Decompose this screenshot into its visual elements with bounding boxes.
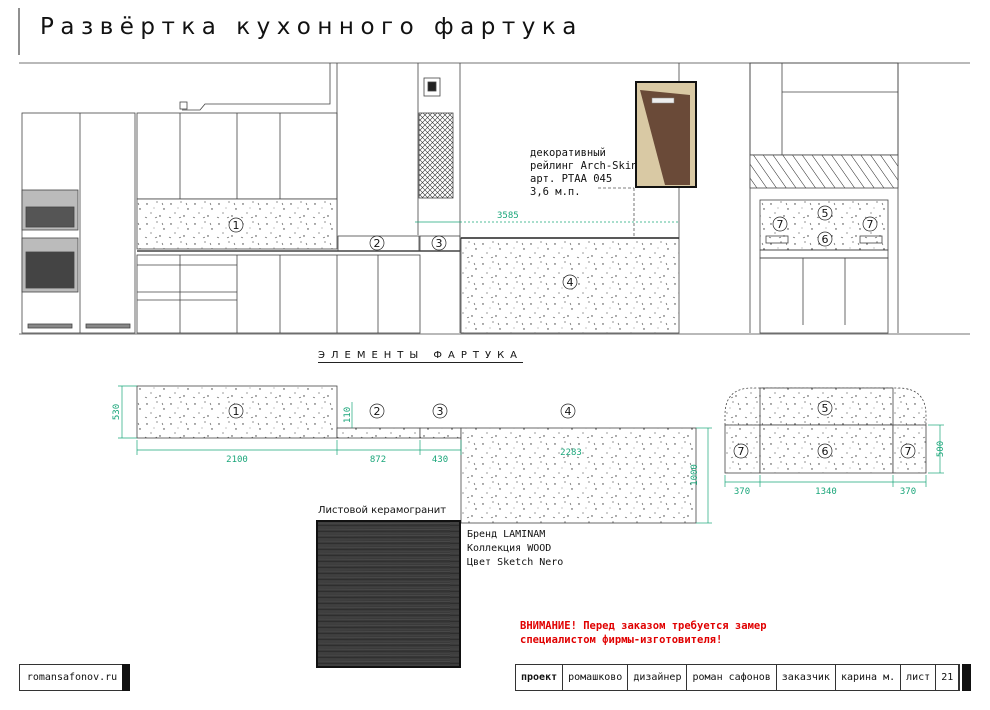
designer-label: дизайнер bbox=[628, 665, 687, 690]
label-3: 3 bbox=[436, 405, 444, 418]
lower-cabinets bbox=[137, 63, 460, 333]
designer-value: роман сафонов bbox=[687, 665, 776, 690]
ceramic-swatch bbox=[317, 521, 460, 667]
page-title: Развёртка кухонного фартука bbox=[40, 14, 583, 40]
dim-2283: 2283 bbox=[560, 448, 582, 458]
dimension-3585 bbox=[415, 211, 679, 222]
label-4: 4 bbox=[564, 405, 572, 418]
title-block bbox=[515, 664, 960, 691]
rail-photo bbox=[636, 82, 696, 187]
dim-2100: 2100 bbox=[226, 455, 248, 465]
dim-1000: 1000 bbox=[690, 464, 700, 486]
project-value: ромашково bbox=[563, 665, 628, 690]
dim-370-right: 370 bbox=[899, 487, 917, 497]
label-2: 2 bbox=[373, 405, 381, 418]
rail-note: декоративный рейлинг Arch-Skin арт. PTAA 045 3,6 м.п. bbox=[530, 147, 638, 198]
dim-500: 500 bbox=[936, 440, 946, 458]
dim-110: 110 bbox=[343, 406, 353, 424]
dim-elevation-width: 3585 bbox=[497, 211, 519, 221]
dim-872: 872 bbox=[369, 455, 387, 465]
label-6: 6 bbox=[821, 445, 829, 458]
dim-530: 530 bbox=[112, 403, 122, 421]
label-1-elev: 1 bbox=[232, 219, 240, 232]
section-title: ЭЛЕМЕНТЫ ФАРТУКА bbox=[318, 350, 524, 361]
label-7b-elev: 7 bbox=[866, 218, 874, 231]
material-details: Бренд LAMINAM Коллекция WOOD Цвет Sketch Nero bbox=[467, 529, 564, 568]
apron-elements bbox=[137, 386, 926, 523]
client-label: заказчик bbox=[777, 665, 836, 690]
label-7-left: 7 bbox=[737, 445, 745, 458]
hood bbox=[419, 78, 453, 198]
label-7a-elev: 7 bbox=[776, 218, 784, 231]
label-4-elev: 4 bbox=[566, 276, 574, 289]
footer-marker-right bbox=[962, 664, 971, 691]
dim-430: 430 bbox=[431, 455, 449, 465]
dim-370-left: 370 bbox=[733, 487, 751, 497]
client-value: карина м. bbox=[836, 665, 901, 690]
label-3-elev: 3 bbox=[435, 237, 443, 250]
footer-marker bbox=[122, 664, 130, 691]
warning-note: ВНИМАНИЕ! Перед заказом требуется замер специалистом фирмы-изготовителя! bbox=[520, 620, 767, 646]
material-label: Листовой керамогранит bbox=[318, 505, 447, 516]
sheet-label: лист bbox=[901, 665, 936, 690]
sheet-value: 21 bbox=[936, 665, 959, 690]
tall-cabinet bbox=[22, 113, 135, 333]
project-label: проект bbox=[516, 665, 563, 690]
label-6-elev: 6 bbox=[821, 233, 829, 246]
label-5: 5 bbox=[821, 402, 829, 415]
label-5-elev: 5 bbox=[821, 207, 829, 220]
site-link[interactable]: romansafonov.ru bbox=[19, 664, 124, 691]
label-2-elev: 2 bbox=[373, 237, 381, 250]
label-7-right: 7 bbox=[904, 445, 912, 458]
right-elevation bbox=[750, 63, 898, 333]
label-1: 1 bbox=[232, 405, 240, 418]
dim-1340: 1340 bbox=[815, 487, 837, 497]
